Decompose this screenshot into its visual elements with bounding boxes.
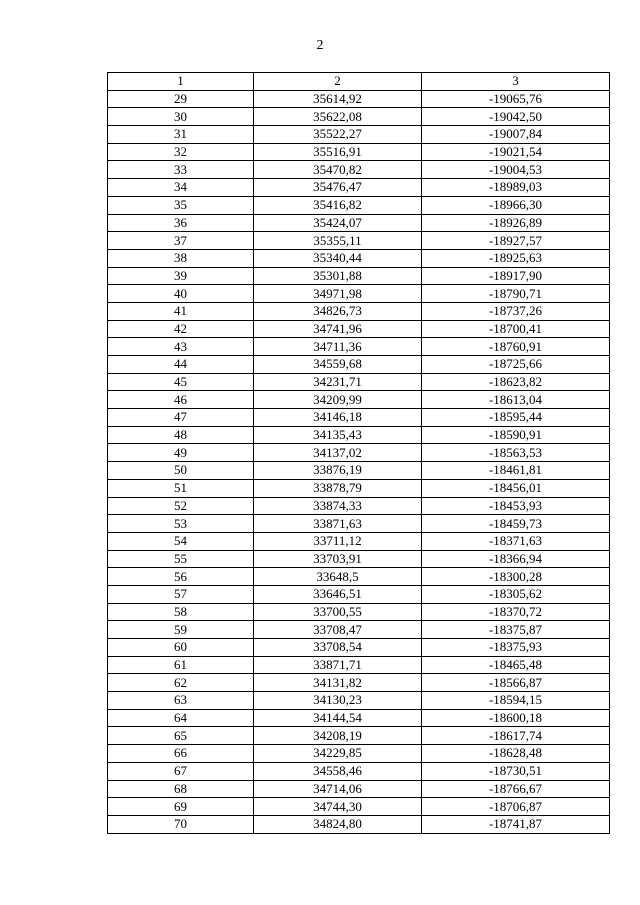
x-coordinate-cell: 34208,19 xyxy=(254,727,422,745)
y-coordinate-cell: -18766,67 xyxy=(422,780,610,798)
y-coordinate-cell: -18927,57 xyxy=(422,232,610,250)
table-body xyxy=(108,73,610,834)
table-row xyxy=(108,745,610,763)
x-coordinate-cell: 34137,02 xyxy=(254,444,422,462)
table-row xyxy=(108,232,610,250)
y-coordinate-cell: -18706,87 xyxy=(422,798,610,816)
x-coordinate-cell: 34744,30 xyxy=(254,798,422,816)
table-row xyxy=(108,815,610,833)
point-number-cell: 44 xyxy=(108,356,254,374)
x-coordinate-cell: 33708,47 xyxy=(254,621,422,639)
x-coordinate-cell: 34741,96 xyxy=(254,320,422,338)
table-row xyxy=(108,373,610,391)
point-number-cell: 66 xyxy=(108,745,254,763)
x-coordinate-cell: 34231,71 xyxy=(254,373,422,391)
y-coordinate-cell: -18613,04 xyxy=(422,391,610,409)
y-coordinate-cell: -18617,74 xyxy=(422,727,610,745)
point-number-cell: 30 xyxy=(108,108,254,126)
point-number-cell: 39 xyxy=(108,267,254,285)
y-coordinate-cell: -18737,26 xyxy=(422,302,610,320)
y-coordinate-cell: -18459,73 xyxy=(422,515,610,533)
point-number-cell: 50 xyxy=(108,462,254,480)
point-number-cell: 45 xyxy=(108,373,254,391)
x-coordinate-cell: 35340,44 xyxy=(254,249,422,267)
x-coordinate-cell: 35416,82 xyxy=(254,196,422,214)
point-number-cell: 60 xyxy=(108,639,254,657)
x-coordinate-cell: 35476,47 xyxy=(254,179,422,197)
point-number-cell: 69 xyxy=(108,798,254,816)
point-number-cell: 52 xyxy=(108,497,254,515)
table-row xyxy=(108,391,610,409)
table-row xyxy=(108,161,610,179)
y-coordinate-cell: -18453,93 xyxy=(422,497,610,515)
x-coordinate-cell: 34559,68 xyxy=(254,356,422,374)
y-coordinate-cell: -18760,91 xyxy=(422,338,610,356)
point-number-cell: 35 xyxy=(108,196,254,214)
y-coordinate-cell: -18926,89 xyxy=(422,214,610,232)
point-number-cell: 51 xyxy=(108,479,254,497)
y-coordinate-cell: -18563,53 xyxy=(422,444,610,462)
table-row xyxy=(108,126,610,144)
point-number-cell: 33 xyxy=(108,161,254,179)
table-row xyxy=(108,444,610,462)
table-row xyxy=(108,532,610,550)
point-number-cell: 53 xyxy=(108,515,254,533)
table-row xyxy=(108,515,610,533)
y-coordinate-cell: -18966,30 xyxy=(422,196,610,214)
x-coordinate-cell: 33871,63 xyxy=(254,515,422,533)
y-coordinate-cell: -18917,90 xyxy=(422,267,610,285)
y-coordinate-cell: -18725,66 xyxy=(422,356,610,374)
y-coordinate-cell: -18925,63 xyxy=(422,249,610,267)
x-coordinate-cell: 33874,33 xyxy=(254,497,422,515)
x-coordinate-cell: 33871,71 xyxy=(254,656,422,674)
table-row xyxy=(108,550,610,568)
table-row xyxy=(108,585,610,603)
coordinates-table xyxy=(107,72,610,834)
point-number-cell: 42 xyxy=(108,320,254,338)
y-coordinate-cell: -18595,44 xyxy=(422,409,610,427)
x-coordinate-cell: 34558,46 xyxy=(254,762,422,780)
y-coordinate-cell: -19004,53 xyxy=(422,161,610,179)
point-number-cell: 54 xyxy=(108,532,254,550)
x-coordinate-cell: 33878,79 xyxy=(254,479,422,497)
x-coordinate-cell: 33876,19 xyxy=(254,462,422,480)
y-coordinate-cell: -18628,48 xyxy=(422,745,610,763)
y-coordinate-cell: -19065,76 xyxy=(422,90,610,108)
table-row xyxy=(108,108,610,126)
table-row xyxy=(108,285,610,303)
x-coordinate-cell: 34209,99 xyxy=(254,391,422,409)
point-number-cell: 36 xyxy=(108,214,254,232)
table-header-row xyxy=(108,73,610,91)
x-coordinate-cell: 35516,91 xyxy=(254,143,422,161)
point-number-cell: 48 xyxy=(108,426,254,444)
y-coordinate-cell: -18566,87 xyxy=(422,674,610,692)
x-coordinate-cell: 34130,23 xyxy=(254,692,422,710)
y-coordinate-cell: -18375,87 xyxy=(422,621,610,639)
x-coordinate-cell: 35622,08 xyxy=(254,108,422,126)
x-coordinate-cell: 34714,06 xyxy=(254,780,422,798)
y-coordinate-cell: -18623,82 xyxy=(422,373,610,391)
table-row xyxy=(108,798,610,816)
x-coordinate-cell: 33711,12 xyxy=(254,532,422,550)
table-row xyxy=(108,338,610,356)
table-row xyxy=(108,727,610,745)
header-cell-1: 1 xyxy=(108,73,254,91)
point-number-cell: 64 xyxy=(108,709,254,727)
point-number-cell: 58 xyxy=(108,603,254,621)
table-row xyxy=(108,479,610,497)
table-row xyxy=(108,196,610,214)
point-number-cell: 38 xyxy=(108,249,254,267)
table-row xyxy=(108,762,610,780)
x-coordinate-cell: 35355,11 xyxy=(254,232,422,250)
table-row xyxy=(108,639,610,657)
x-coordinate-cell: 35522,27 xyxy=(254,126,422,144)
y-coordinate-cell: -19042,50 xyxy=(422,108,610,126)
point-number-cell: 34 xyxy=(108,179,254,197)
x-coordinate-cell: 33648,5 xyxy=(254,568,422,586)
point-number-cell: 59 xyxy=(108,621,254,639)
table-row xyxy=(108,780,610,798)
x-coordinate-cell: 35614,92 xyxy=(254,90,422,108)
x-coordinate-cell: 34135,43 xyxy=(254,426,422,444)
table-row xyxy=(108,709,610,727)
point-number-cell: 31 xyxy=(108,126,254,144)
x-coordinate-cell: 35470,82 xyxy=(254,161,422,179)
y-coordinate-cell: -18305,62 xyxy=(422,585,610,603)
point-number-cell: 47 xyxy=(108,409,254,427)
y-coordinate-cell: -18456,01 xyxy=(422,479,610,497)
point-number-cell: 41 xyxy=(108,302,254,320)
point-number-cell: 62 xyxy=(108,674,254,692)
table-row xyxy=(108,426,610,444)
table-row xyxy=(108,692,610,710)
point-number-cell: 57 xyxy=(108,585,254,603)
y-coordinate-cell: -19007,84 xyxy=(422,126,610,144)
point-number-cell: 67 xyxy=(108,762,254,780)
table-row xyxy=(108,267,610,285)
x-coordinate-cell: 33700,55 xyxy=(254,603,422,621)
point-number-cell: 29 xyxy=(108,90,254,108)
x-coordinate-cell: 35424,07 xyxy=(254,214,422,232)
y-coordinate-cell: -18594,15 xyxy=(422,692,610,710)
table-row xyxy=(108,320,610,338)
y-coordinate-cell: -19021,54 xyxy=(422,143,610,161)
page-number: 2 xyxy=(316,38,324,53)
point-number-cell: 55 xyxy=(108,550,254,568)
x-coordinate-cell: 34146,18 xyxy=(254,409,422,427)
table-row xyxy=(108,356,610,374)
x-coordinate-cell: 34711,36 xyxy=(254,338,422,356)
y-coordinate-cell: -18790,71 xyxy=(422,285,610,303)
table-row xyxy=(108,674,610,692)
x-coordinate-cell: 34144,54 xyxy=(254,709,422,727)
table-row xyxy=(108,656,610,674)
y-coordinate-cell: -18590,91 xyxy=(422,426,610,444)
y-coordinate-cell: -18300,28 xyxy=(422,568,610,586)
point-number-cell: 70 xyxy=(108,815,254,833)
y-coordinate-cell: -18375,93 xyxy=(422,639,610,657)
x-coordinate-cell: 34826,73 xyxy=(254,302,422,320)
x-coordinate-cell: 33646,51 xyxy=(254,585,422,603)
x-coordinate-cell: 35301,88 xyxy=(254,267,422,285)
x-coordinate-cell: 34824,80 xyxy=(254,815,422,833)
point-number-cell: 49 xyxy=(108,444,254,462)
point-number-cell: 32 xyxy=(108,143,254,161)
header-cell-2: 2 xyxy=(254,73,422,91)
x-coordinate-cell: 33703,91 xyxy=(254,550,422,568)
y-coordinate-cell: -18370,72 xyxy=(422,603,610,621)
table-row xyxy=(108,462,610,480)
point-number-cell: 56 xyxy=(108,568,254,586)
y-coordinate-cell: -18366,94 xyxy=(422,550,610,568)
table-row xyxy=(108,603,610,621)
x-coordinate-cell: 33708,54 xyxy=(254,639,422,657)
y-coordinate-cell: -18989,03 xyxy=(422,179,610,197)
header-cell-3: 3 xyxy=(422,73,610,91)
point-number-cell: 40 xyxy=(108,285,254,303)
table-row xyxy=(108,568,610,586)
point-number-cell: 63 xyxy=(108,692,254,710)
point-number-cell: 46 xyxy=(108,391,254,409)
table-row xyxy=(108,90,610,108)
y-coordinate-cell: -18465,48 xyxy=(422,656,610,674)
table-row xyxy=(108,497,610,515)
y-coordinate-cell: -18700,41 xyxy=(422,320,610,338)
table-row xyxy=(108,179,610,197)
table-row xyxy=(108,621,610,639)
point-number-cell: 68 xyxy=(108,780,254,798)
point-number-cell: 37 xyxy=(108,232,254,250)
table-row xyxy=(108,409,610,427)
y-coordinate-cell: -18730,51 xyxy=(422,762,610,780)
y-coordinate-cell: -18741,87 xyxy=(422,815,610,833)
point-number-cell: 61 xyxy=(108,656,254,674)
point-number-cell: 43 xyxy=(108,338,254,356)
y-coordinate-cell: -18371,63 xyxy=(422,532,610,550)
y-coordinate-cell: -18600,18 xyxy=(422,709,610,727)
table-row xyxy=(108,214,610,232)
table-row xyxy=(108,302,610,320)
x-coordinate-cell: 34131,82 xyxy=(254,674,422,692)
y-coordinate-cell: -18461,81 xyxy=(422,462,610,480)
x-coordinate-cell: 34971,98 xyxy=(254,285,422,303)
table-row xyxy=(108,249,610,267)
x-coordinate-cell: 34229,85 xyxy=(254,745,422,763)
point-number-cell: 65 xyxy=(108,727,254,745)
table-row xyxy=(108,143,610,161)
